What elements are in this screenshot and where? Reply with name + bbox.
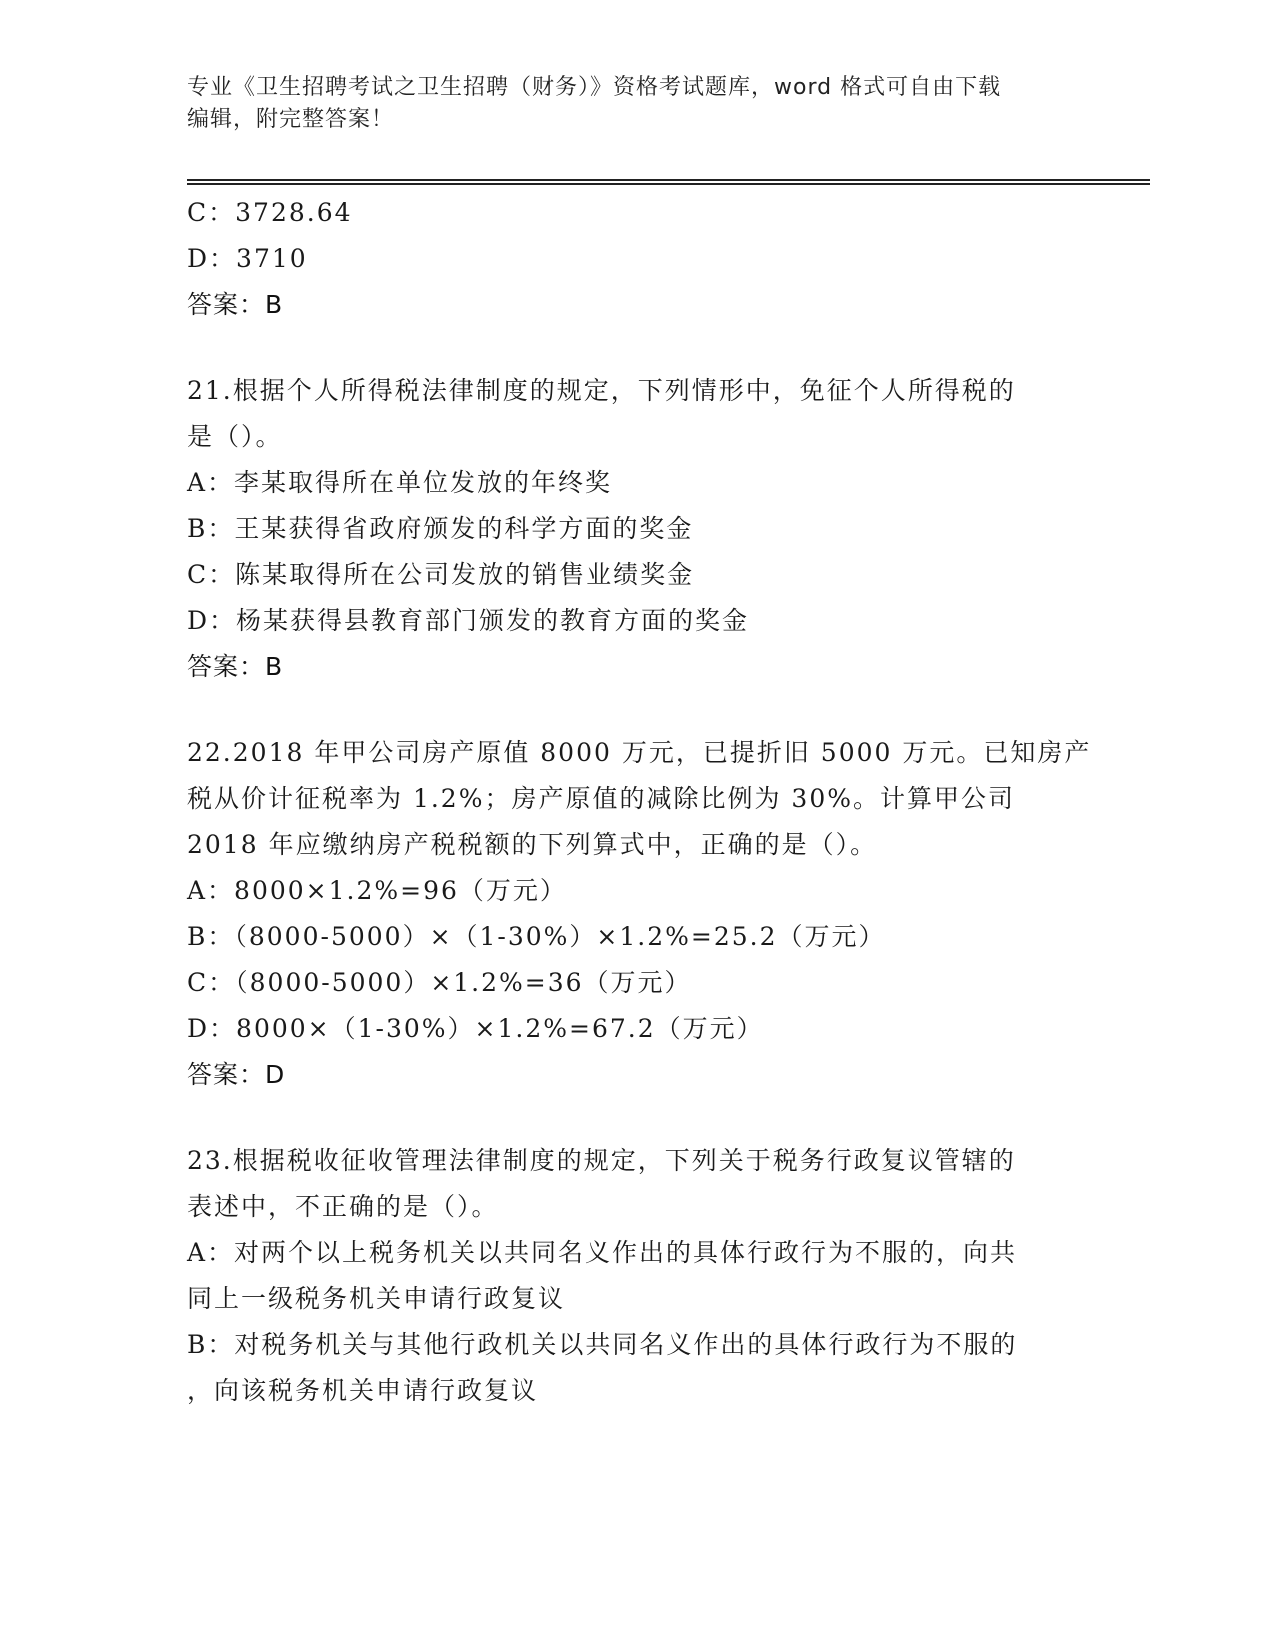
question-stem-cont: 2018 年应缴纳房产税税额的下列算式中，正确的是（）。 — [187, 830, 878, 859]
question-spacer — [187, 328, 1087, 368]
question-stem: 21.根据个人所得税法律制度的规定，下列情形中，免征个人所得税的 — [187, 376, 1016, 405]
option-a: A：8000×1.2%=96（万元） — [187, 876, 567, 905]
option-d: D：8000×（1-30%）×1.2%=67.2（万元） — [187, 1014, 764, 1043]
option-a-cont: 同上一级税务机关申请行政复议 — [187, 1284, 566, 1313]
option-c: C：3728.64 — [187, 198, 353, 227]
option-d: D：杨某获得县教育部门颁发的教育方面的奖金 — [187, 606, 750, 635]
answer-label: 答案：D — [187, 1060, 286, 1089]
answer-label: 答案：B — [187, 290, 284, 319]
header-line-1: 专业《卫生招聘考试之卫生招聘（财务）》资格考试题库，word 格式可自由下载 — [187, 75, 1002, 100]
previous-question-tail — [187, 190, 1087, 328]
option-c: C：陈某取得所在公司发放的销售业绩奖金 — [187, 560, 695, 589]
header-line-2: 编辑，附完整答案！ — [187, 107, 395, 132]
question-21 — [187, 368, 1087, 690]
page-header — [187, 72, 1067, 136]
option-b: B：王某获得省政府颁发的科学方面的奖金 — [187, 514, 694, 543]
question-stem-cont: 表述中，不正确的是（）。 — [187, 1192, 499, 1221]
question-stem-cont: 税从价计征税率为 1.2%；房产原值的减除比例为 30%。计算甲公司 — [187, 784, 1015, 813]
option-b: B：（8000-5000）×（1-30%）×1.2%=25.2（万元） — [187, 922, 886, 951]
option-c: C：（8000-5000）×1.2%=36（万元） — [187, 968, 692, 997]
option-a: A：对两个以上税务机关以共同名义作出的具体行政行为不服的，向共 — [187, 1238, 1018, 1267]
answer-label: 答案：B — [187, 652, 284, 681]
header-divider-top — [187, 179, 1150, 181]
option-b: B：对税务机关与其他行政机关以共同名义作出的具体行政行为不服的 — [187, 1330, 1018, 1359]
question-stem: 22.2018 年甲公司房产原值 8000 万元，已提折旧 5000 万元。已知房产 — [187, 738, 1092, 767]
question-content — [187, 190, 1092, 1414]
option-b-cont: ，向该税务机关申请行政复议 — [187, 1376, 539, 1405]
question-stem: 23.根据税收征收管理法律制度的规定，下列关于税务行政复议管辖的 — [187, 1146, 1016, 1175]
question-stem-cont: 是（）。 — [187, 422, 283, 451]
option-d: D：3710 — [187, 244, 308, 273]
question-22 — [187, 730, 1092, 1098]
header-divider-bottom — [187, 183, 1150, 185]
question-spacer — [187, 690, 1087, 730]
option-a: A：李某取得所在单位发放的年终奖 — [187, 468, 613, 497]
question-23 — [187, 1138, 1087, 1414]
question-spacer — [187, 1098, 1087, 1138]
